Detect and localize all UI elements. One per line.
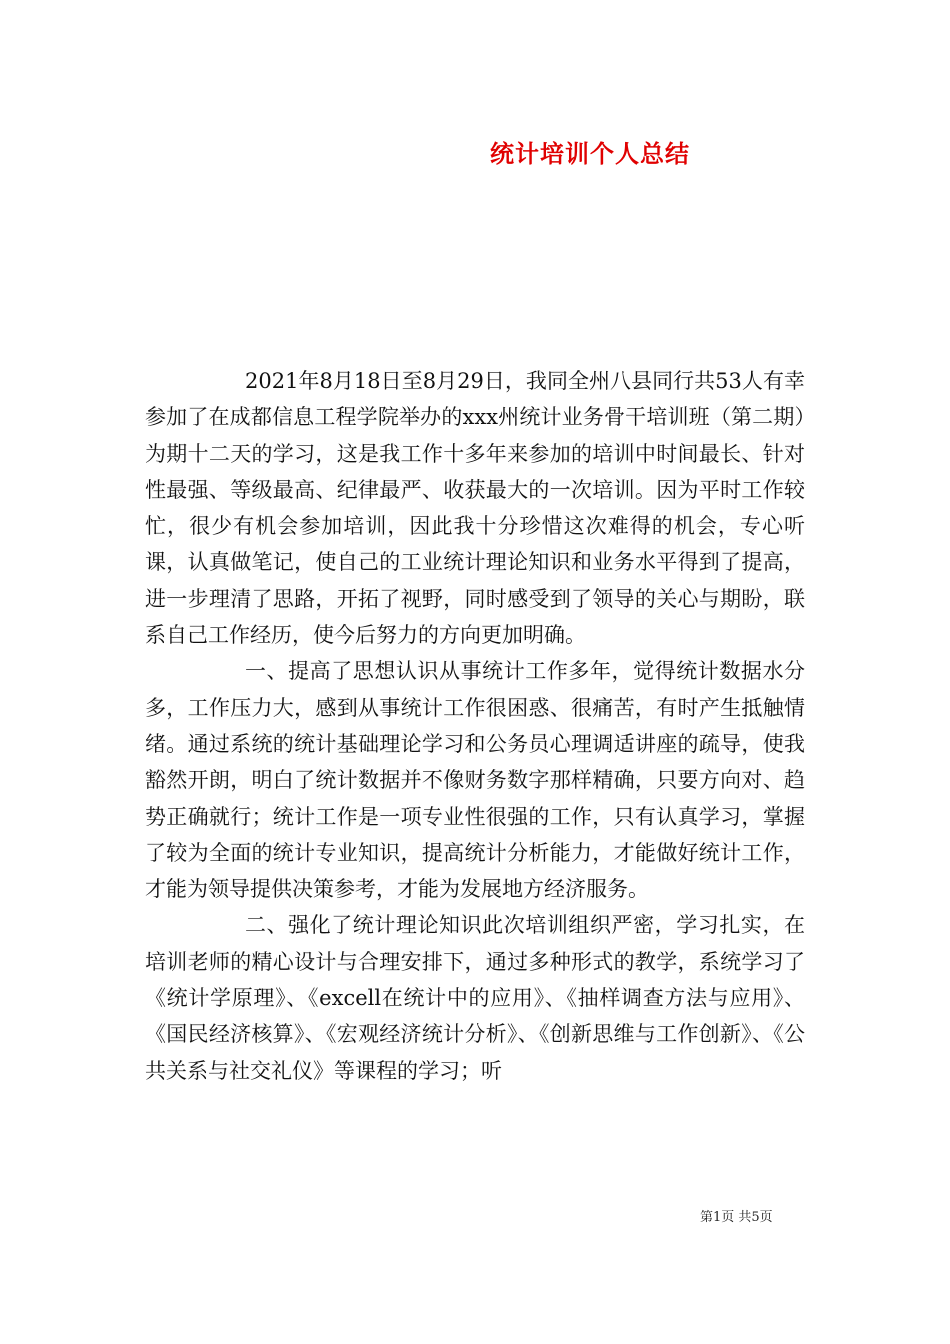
paragraph-section-two: 二、强化了统计理论知识此次培训组织严密，学习扎实，在培训老师的精心设计与合理安排下，通过多种形式的教学，系统学习了《统计学原理》、《excell在统计中的应用》、《抽样调查方法与应用》、《国民经济核算》、《宏观经济统计分析》、《创新思维与工作创新》、《公共关系与社交礼仪》等课程的学习；听: [145, 913, 805, 1083]
paragraph-intro: 2021年8月18日至8月29日，我同全州八县同行共53人有幸参加了在成都信息工程学院举办的xxx州统计业务骨干培训班（第二期）为期十二天的学习，这是我工作十多年来参加的培训中时间最长、针对性最强、等级最高、纪律最严、收获最大的一次培训。因为平时工作较忙，很少有机会参加培训，因此我十分珍惜这次难得的机会，专心听课，认真做笔记，使自己的工业统计理论知识和业务水平得到了提高，进一步理清了思路，开拓了视野，同时感受到了领导的关心与期盼，联系自己工作经历，使今后努力的方向更加明确。: [145, 369, 805, 648]
title-area: [0, 0, 950, 200]
page-number: 第1页 共5页: [700, 1210, 773, 1225]
document-body: [145, 363, 805, 1089]
paragraph-section-one: 一、提高了思想认识从事统计工作多年，觉得统计数据水分多，工作压力大，感到从事统计工作很困惑、很痛苦，有时产生抵触情绪。通过系统的统计基础理论学习和公务员心理调适讲座的疏导，使我豁然开朗，明白了统计数据并不像财务数字那样精确，只要方向对、趋势正确就行；统计工作是一项专业性很强的工作，只有认真学习，掌握了较为全面的统计专业知识，提高统计分析能力，才能做好统计工作，才能为领导提供决策参考，才能为发展地方经济服务。: [145, 659, 805, 902]
document-title: 统计培训个人总结: [490, 139, 690, 168]
